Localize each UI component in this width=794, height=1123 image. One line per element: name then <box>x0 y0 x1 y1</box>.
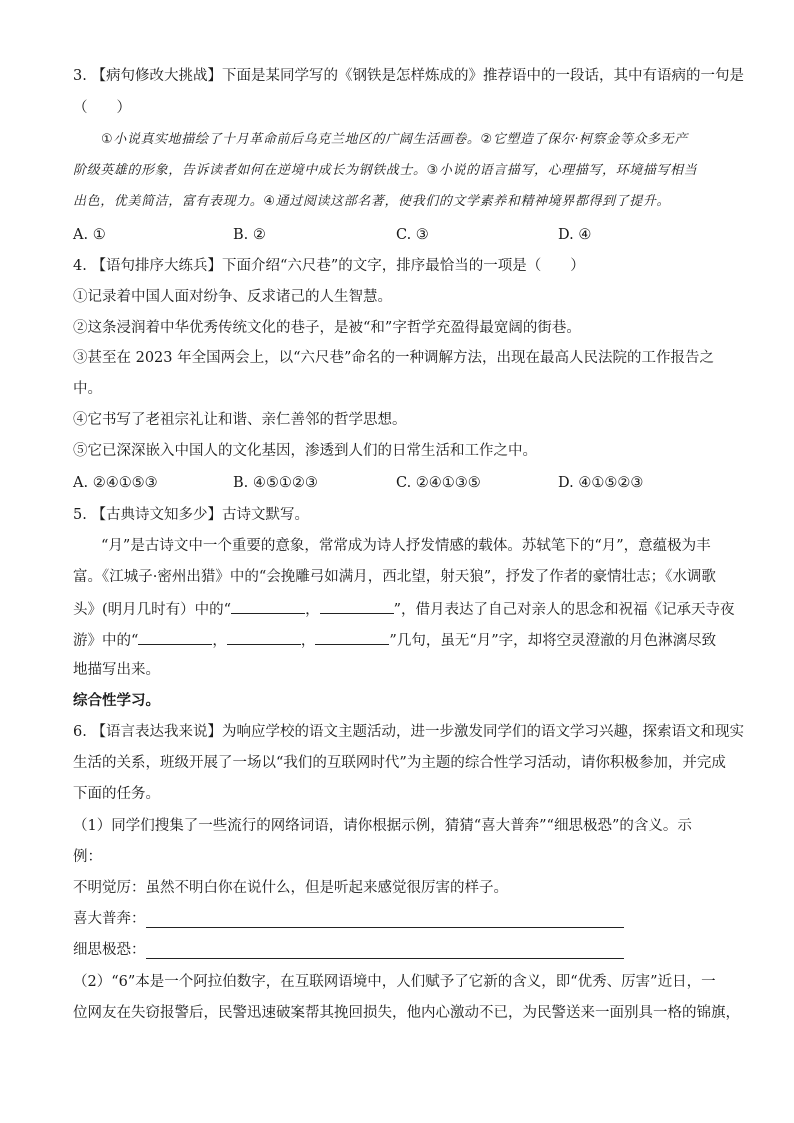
q5-paragraph-line <box>73 598 735 620</box>
q4-sentence: 中。 <box>73 381 102 397</box>
answer-line-2[interactable] <box>146 958 624 959</box>
q5-paragraph-line: 富。《江城子·密州出猎》中的“会挽雕弓如满月，西北望，射天狼”，抒发了作者的豪情壮志；《水调歌 <box>73 569 716 585</box>
q4-option-d: D. ④①⑤②③ <box>558 475 644 491</box>
q4-sentence: ②这条浸润着中华优秀传统文化的巷子，是被“和”字哲学充盈得最宽阔的街巷。 <box>73 320 581 336</box>
q4-sentence: ③甚至在 2023 年全国两会上，以“六尺巷”命名的一种调解方法，出现在最高人民法院的工作报告之 <box>73 350 714 366</box>
q3-stem: 3. 【病句修改大挑战】下面是某同学写的《钢铁是怎样炼成的》推荐语中的一段话，其中有语病的一句是 <box>73 68 744 84</box>
q6-intro-line: 生活的关系，班级开展了一场以“我们的互联网时代”为主题的综合性学习活动，请你积极参加，并完成 <box>73 755 726 771</box>
q6-intro-line: 6. 【语言表达我来说】为响应学校的语文主题活动，进一步激发同学们的语文学习兴趣，探索语文和现实 <box>73 724 744 740</box>
q4-sentence: ④它书写了老祖宗礼让和谐、亲仁善邻的哲学思想。 <box>73 412 407 428</box>
q3-passage-line: ①小说真实地描绘了十月革命前后乌克兰地区的广阔生活画卷。②它塑造了保尔·柯察金等众多无产 <box>101 132 688 147</box>
answer-line-1[interactable] <box>146 927 624 928</box>
fill-blank[interactable] <box>138 629 212 645</box>
q6-part1-line: 例： <box>73 849 102 865</box>
q3-passage-line: 出色，优美简洁，富有表现力。④通过阅读这部名著，使我们的文学素养和精神境界都得到了提升。 <box>73 194 671 209</box>
fill-blank[interactable] <box>315 629 389 645</box>
section-title: 综合性学习。 <box>73 692 160 709</box>
q3-option-c: C. ③ <box>396 227 429 243</box>
fill-blank[interactable] <box>320 598 394 614</box>
q4-sentence: ①记录着中国人面对纷争、反求诸己的人生智慧。 <box>73 289 392 305</box>
q3-option-b: B. ② <box>233 227 266 243</box>
q3-option-a: A. ① <box>73 227 106 243</box>
q6-fill-label: 细思极恐： <box>73 942 146 958</box>
q4-sentence: ⑤它已深深嵌入中国人的文化基因，渗透到人们的日常生活和工作之中。 <box>73 443 537 459</box>
q4-option-a: A. ②④①⑤③ <box>73 475 158 491</box>
q6-part1-line: （1）同学们搜集了一些流行的网络词语，请你根据示例，猜猜“喜大普奔”“细思极恐”的含义。示 <box>73 818 692 834</box>
q6-intro-line: 下面的任务。 <box>73 786 160 802</box>
q5-text: ， <box>212 633 227 649</box>
q4-stem: 4. 【语句排序大练兵】下面介绍“六尺巷”的文字，排序最恰当的一项是（ ） <box>73 258 585 274</box>
q3-option-d: D. ④ <box>558 227 592 243</box>
q6-part2-line: （2）“6”本是一个阿拉伯数字，在互联网语境中，人们赋予了它新的含义，即“优秀、厉害”近日，一 <box>73 974 716 990</box>
q3-answer-bracket: （ ） <box>73 100 131 116</box>
q6-part2-line: 位网友在失窃报警后，民警迅速破案帮其挽回损失，他内心激动不已，为民警送来一面别具一格的锦旗， <box>73 1005 740 1021</box>
fill-blank[interactable] <box>231 598 305 614</box>
q5-stem: 5. 【古典诗文知多少】古诗文默写。 <box>73 507 309 523</box>
q5-text: ， <box>300 633 316 649</box>
q4-option-b: B. ④⑤①②③ <box>233 475 318 491</box>
q5-text: 游》中的“ <box>73 633 139 649</box>
q5-text: ”，借月表达了自己对亲人的思念和祝福《记承天寺夜 <box>393 602 735 618</box>
q5-text: ， <box>305 602 320 618</box>
q3-passage-line: 阶级英雄的形象，告诉读者如何在逆境中成长为钢铁战士。③小说的语言描写，心理描写，环境描写相当 <box>73 163 698 178</box>
q5-paragraph-line: 地描写出来。 <box>73 662 160 678</box>
fill-blank[interactable] <box>227 629 301 645</box>
q4-option-c: C. ②④①③⑤ <box>396 475 481 491</box>
q5-paragraph-line: “月”是古诗文中一个重要的意象，常常成为诗人抒发情感的载体。苏轼笔下的“月”，意蕴极为丰 <box>101 538 711 554</box>
q5-text: ”几句，虽无“月”字，却将空灵澄澈的月色淋漓尽致 <box>389 633 717 649</box>
q5-text: 头》(明月几时有）中的“ <box>73 602 232 618</box>
q5-paragraph-line <box>73 629 728 651</box>
q6-example: 不明觉厉：虽然不明白你在说什么，但是听起来感觉很厉害的样子。 <box>73 880 508 896</box>
q6-fill-label: 喜大普奔： <box>73 911 146 927</box>
